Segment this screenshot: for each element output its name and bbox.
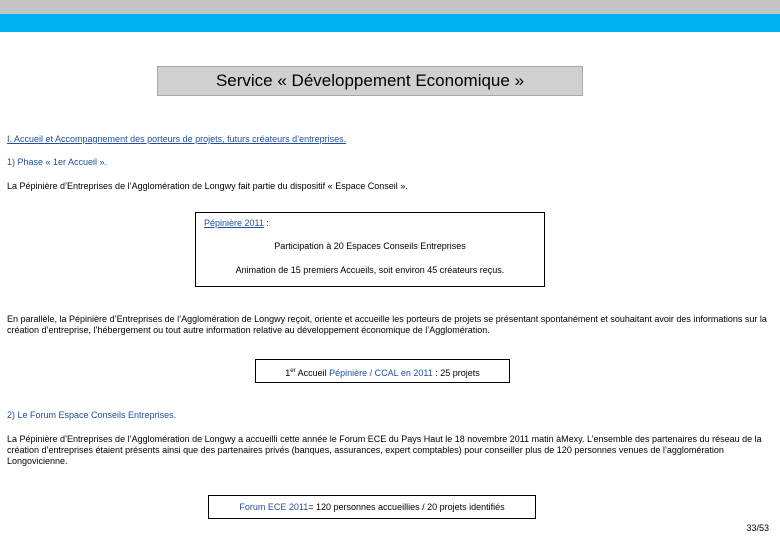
first-welcome-value: : 25 projets bbox=[432, 368, 480, 378]
forum-value: = 120 personnes accueillies / 20 projets identifiés bbox=[308, 502, 505, 512]
first-welcome-box bbox=[255, 359, 510, 383]
top-gray-bar bbox=[0, 0, 780, 14]
box-line-1: Participation à 20 Espaces Conseils Entreprises bbox=[274, 241, 466, 251]
section2-heading: 2) Le Forum Espace Conseils Entreprises. bbox=[7, 410, 177, 420]
pepiniere-box bbox=[195, 212, 545, 287]
forum-stat-text bbox=[209, 502, 535, 513]
first-welcome-text bbox=[256, 366, 509, 379]
forum-link[interactable]: Forum ECE 2011 bbox=[239, 502, 309, 512]
first-welcome-prefix: 1 bbox=[285, 368, 291, 378]
first-welcome-label: Accueil bbox=[295, 368, 330, 378]
pepiniere-label bbox=[204, 218, 269, 229]
top-blue-bar bbox=[0, 14, 780, 32]
pepiniere-link[interactable]: Pépinière 2011 bbox=[204, 218, 264, 228]
section1-heading: I. Accueil et Accompagnement des porteurs de projets, futurs créateurs d’entreprises. bbox=[7, 134, 347, 144]
box-line-2: Animation de 15 premiers Accueils, soit environ 45 créateurs reçus. bbox=[235, 265, 505, 275]
phase-heading: 1) Phase « 1er Accueil ». bbox=[7, 157, 108, 167]
page-title bbox=[157, 66, 583, 96]
page-number: 33/53 bbox=[746, 523, 769, 533]
page-title-text: Service « Développement Economique » bbox=[215, 71, 525, 90]
first-welcome-sup: er bbox=[290, 368, 296, 374]
parallel-paragraph: En parallèle, la Pépinière d’Entreprises de l’Agglomération de Longwy reçoit, oriente et accueille les porteurs de projets se présentant spontanément et souhaitant avoir des informations sur la création d’entreprise, l’hébergement ou tout autre information relative au développement économique de l’Agglomération. bbox=[7, 314, 767, 335]
forum-box bbox=[208, 495, 536, 519]
pepiniere-colon: : bbox=[263, 218, 269, 228]
first-welcome-link[interactable]: Pépinière / CCAL en 2011 bbox=[329, 368, 433, 378]
forum-paragraph: La Pépinière d’Entreprises de l’Agglomération de Longwy a accueilli cette année le Forum ECE du Pays Haut le 18 novembre 2011 matin àMexy. L’ensemble des partenaires du réseau de la création d’entreprises étaient présents ainsi que des partenaires privés (banques, assurances, expert comptables) pour conseiller plus de 120 personnes venues de l’agglomération Longovicienne. bbox=[7, 434, 762, 466]
intro-text: La Pépinière d’Entreprises de l’Agglomération de Longwy fait partie du dispositif « Espace Conseil ». bbox=[7, 181, 408, 191]
